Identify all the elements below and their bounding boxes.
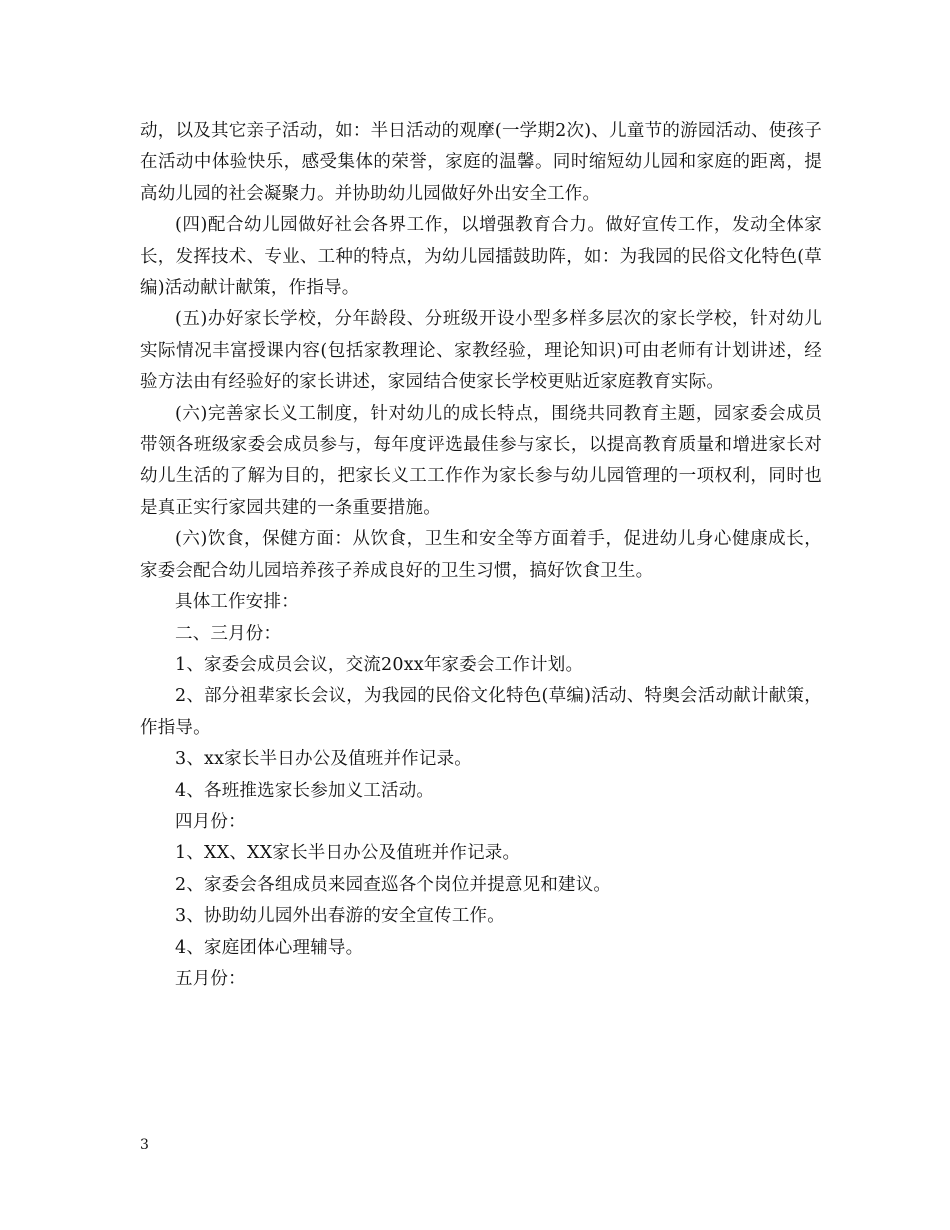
list-item: 1、家委会成员会议，交流20xx年家委会工作计划。 xyxy=(175,654,584,675)
month-heading-april: 四月份： xyxy=(175,811,246,832)
list-item: 4、各班推选家长参加义工活动。 xyxy=(175,780,435,801)
paragraph-item-6a: (六)完善家长义工制度，针对幼儿的成长特点，围绕共同教育主题，园家委会成员带领各班级家委会成员参与，每年度评选最佳参与家长，以提高教育质量和增进家长对幼儿生活的了解为目的，把家长义工工作作为家长参与幼儿园管理的一项权利，同时也是真正实行家园共建的一条重要措施。 xyxy=(140,403,822,518)
list-item: 2、部分祖辈家长会议，为我园的民俗文化特色(草编)活动、特奥会活动献计献策，作指导。 xyxy=(140,686,822,738)
page-number: 3 xyxy=(140,1137,149,1153)
paragraph-item-4: (四)配合幼儿园做好社会各界工作，以增强教育合力。做好宣传工作，发动全体家长，发挥技术、专业、工种的特点，为幼儿园擂鼓助阵，如：为我园的民俗文化特色(草编)活动献计献策，作指导。 xyxy=(140,215,822,299)
month-heading-feb-mar: 二、三月份： xyxy=(175,623,282,644)
list-item: 3、协助幼儿园外出春游的安全宣传工作。 xyxy=(175,906,505,927)
list-item: 1、XX、XX家长半日办公及值班并作记录。 xyxy=(175,843,521,864)
list-item: 4、家庭团体心理辅导。 xyxy=(175,937,364,958)
document-body xyxy=(140,116,822,995)
month-heading-may: 五月份： xyxy=(175,968,246,989)
list-item: 3、xx家长半日办公及值班并作记录。 xyxy=(175,749,472,770)
paragraph-item-5: (五)办好家长学校，分年龄段、分班级开设小型多样多层次的家长学校，针对幼儿实际情况丰富授课内容(包括家教理论、家教经验，理论知识)可由老师有计划讲述，经验方法由有经验好的家长讲述，家园结合使家长学校更贴近家庭教育实际。 xyxy=(140,309,822,393)
section-heading-schedule: 具体工作安排： xyxy=(175,592,299,613)
paragraph-continuation: 动，以及其它亲子活动，如：半日活动的观摩(一学期2次)、儿童节的游园活动、使孩子在活动中体验快乐，感受集体的荣誉，家庭的温馨。同时缩短幼儿园和家庭的距离，提高幼儿园的社会凝聚力。并协助幼儿园做好外出安全工作。 xyxy=(140,121,822,204)
list-item: 2、家委会各组成员来园查巡各个岗位并提意见和建议。 xyxy=(175,874,612,895)
paragraph-item-6b: (六)饮食，保健方面：从饮食，卫生和安全等方面着手，促进幼儿身心健康成长，家委会配合幼儿园培养孩子养成良好的卫生习惯，搞好饮食卫生。 xyxy=(140,529,822,581)
